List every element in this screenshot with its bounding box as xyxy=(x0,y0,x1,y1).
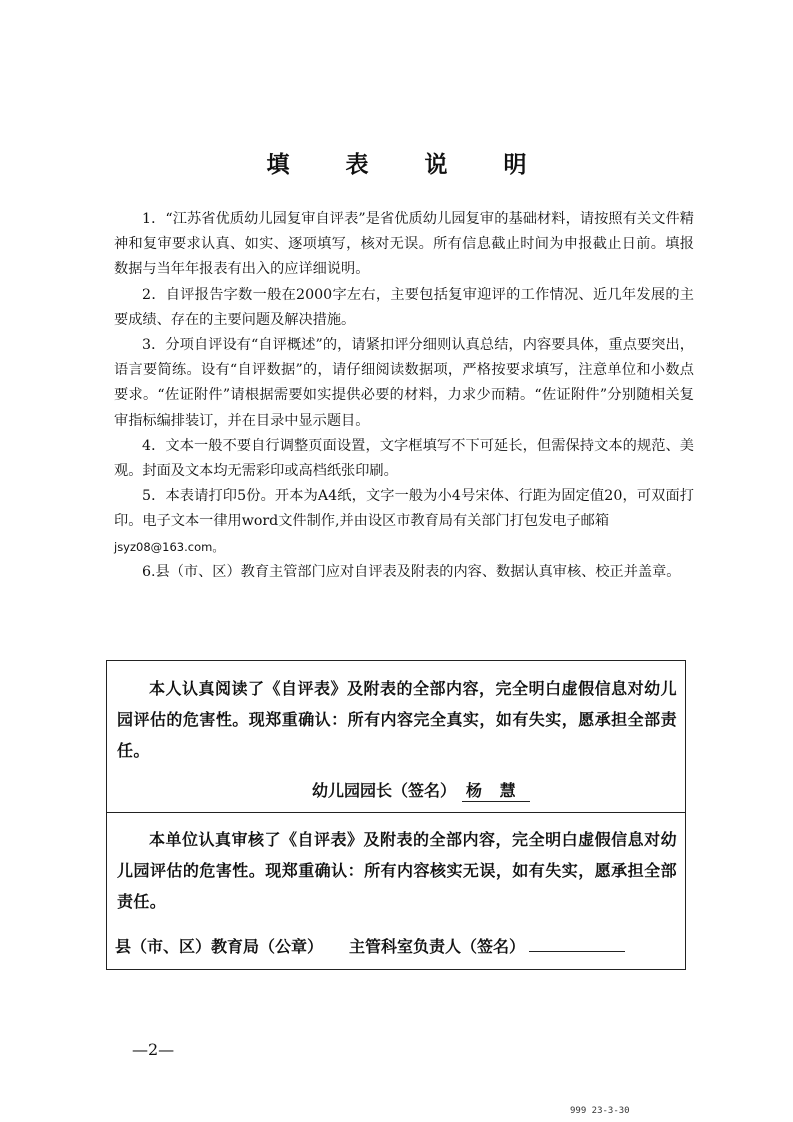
principal-signature-name: 杨 慧 xyxy=(462,778,530,802)
bureau-signature-row xyxy=(115,934,625,957)
page-number: —2— xyxy=(132,1040,175,1059)
instruction-item-1: 1．“江苏省优质幼儿园复审自评表”是省优质幼儿园复审的基础材料，请按照有关文件精神和复审要求认真、如实、逐项填写，核对无误。所有信息截止时间为申报截止日前。填报数据与当年年报表有出入的应详细说明。 xyxy=(114,211,694,278)
instruction-item-5 xyxy=(114,484,694,560)
instruction-item-3: 3．分项自评设有“自评概述”的，请紧扣评分细则认真总结，内容要具体，重点要突出，语言要简练。设有“自评数据”的，请仔细阅读数据项，严格按要求填写，注意单位和小数点要求。“佐证附件”请根据需要如实提供必要的材料，力求少而精。“佐证附件”分别随相关复审指标编排装订，并在目录中显示题目。 xyxy=(114,337,694,429)
supervisor-signature-blank[interactable] xyxy=(529,937,625,952)
print-stamp: 999 23-3-30 xyxy=(570,1106,630,1116)
bureau-seal-label: 县（市、区）教育局（公章） xyxy=(115,937,324,956)
contact-email: jsyz08@163.com。 xyxy=(114,539,224,554)
instruction-item-2: 2．自评报告字数一般在2000字左右，主要包括复审迎评的工作情况、近几年发展的主要成绩、存在的主要问题及解决措施。 xyxy=(114,286,694,328)
supervisor-signature-label: 主管科室负责人（签名） xyxy=(349,937,526,956)
instructions-section xyxy=(114,207,694,585)
instruction-item-5-text: 5．本表请打印5份。开本为A4纸，文字一般为小4号宋体、行距为固定值20，可双面打印。电子文本一律用word文件制作,并由设区市教育局有关部门打包发电子邮箱 xyxy=(114,488,694,530)
principal-declaration-box xyxy=(106,660,686,813)
principal-declaration-text: 本人认真阅读了《自评表》及附表的全部内容，完全明白虚假信息对幼儿园评估的危害性。现郑重确认：所有内容完全真实，如有失实，愿承担全部责任。 xyxy=(117,679,677,760)
instruction-item-6: 6.县（市、区）教育主管部门应对自评表及附表的内容、数据认真审核、校正并盖章。 xyxy=(142,563,681,580)
bureau-declaration-box xyxy=(106,812,686,970)
bureau-declaration-text: 本单位认真审核了《自评表》及附表的全部内容，完全明白虚假信息对幼儿园评估的危害性。现郑重确认：所有内容核实无误，如有失实，愿承担全部责任。 xyxy=(117,830,677,911)
instruction-item-4: 4．文本一般不要自行调整页面设置，文字框填写不下可延长，但需保持文本的规范、美观。封面及文本均无需彩印或高档纸张印刷。 xyxy=(114,437,694,480)
principal-signature-row xyxy=(312,778,530,802)
principal-signature-label: 幼儿园园长（签名） xyxy=(312,781,457,800)
page-title: 填 表 说 明 xyxy=(266,152,551,178)
